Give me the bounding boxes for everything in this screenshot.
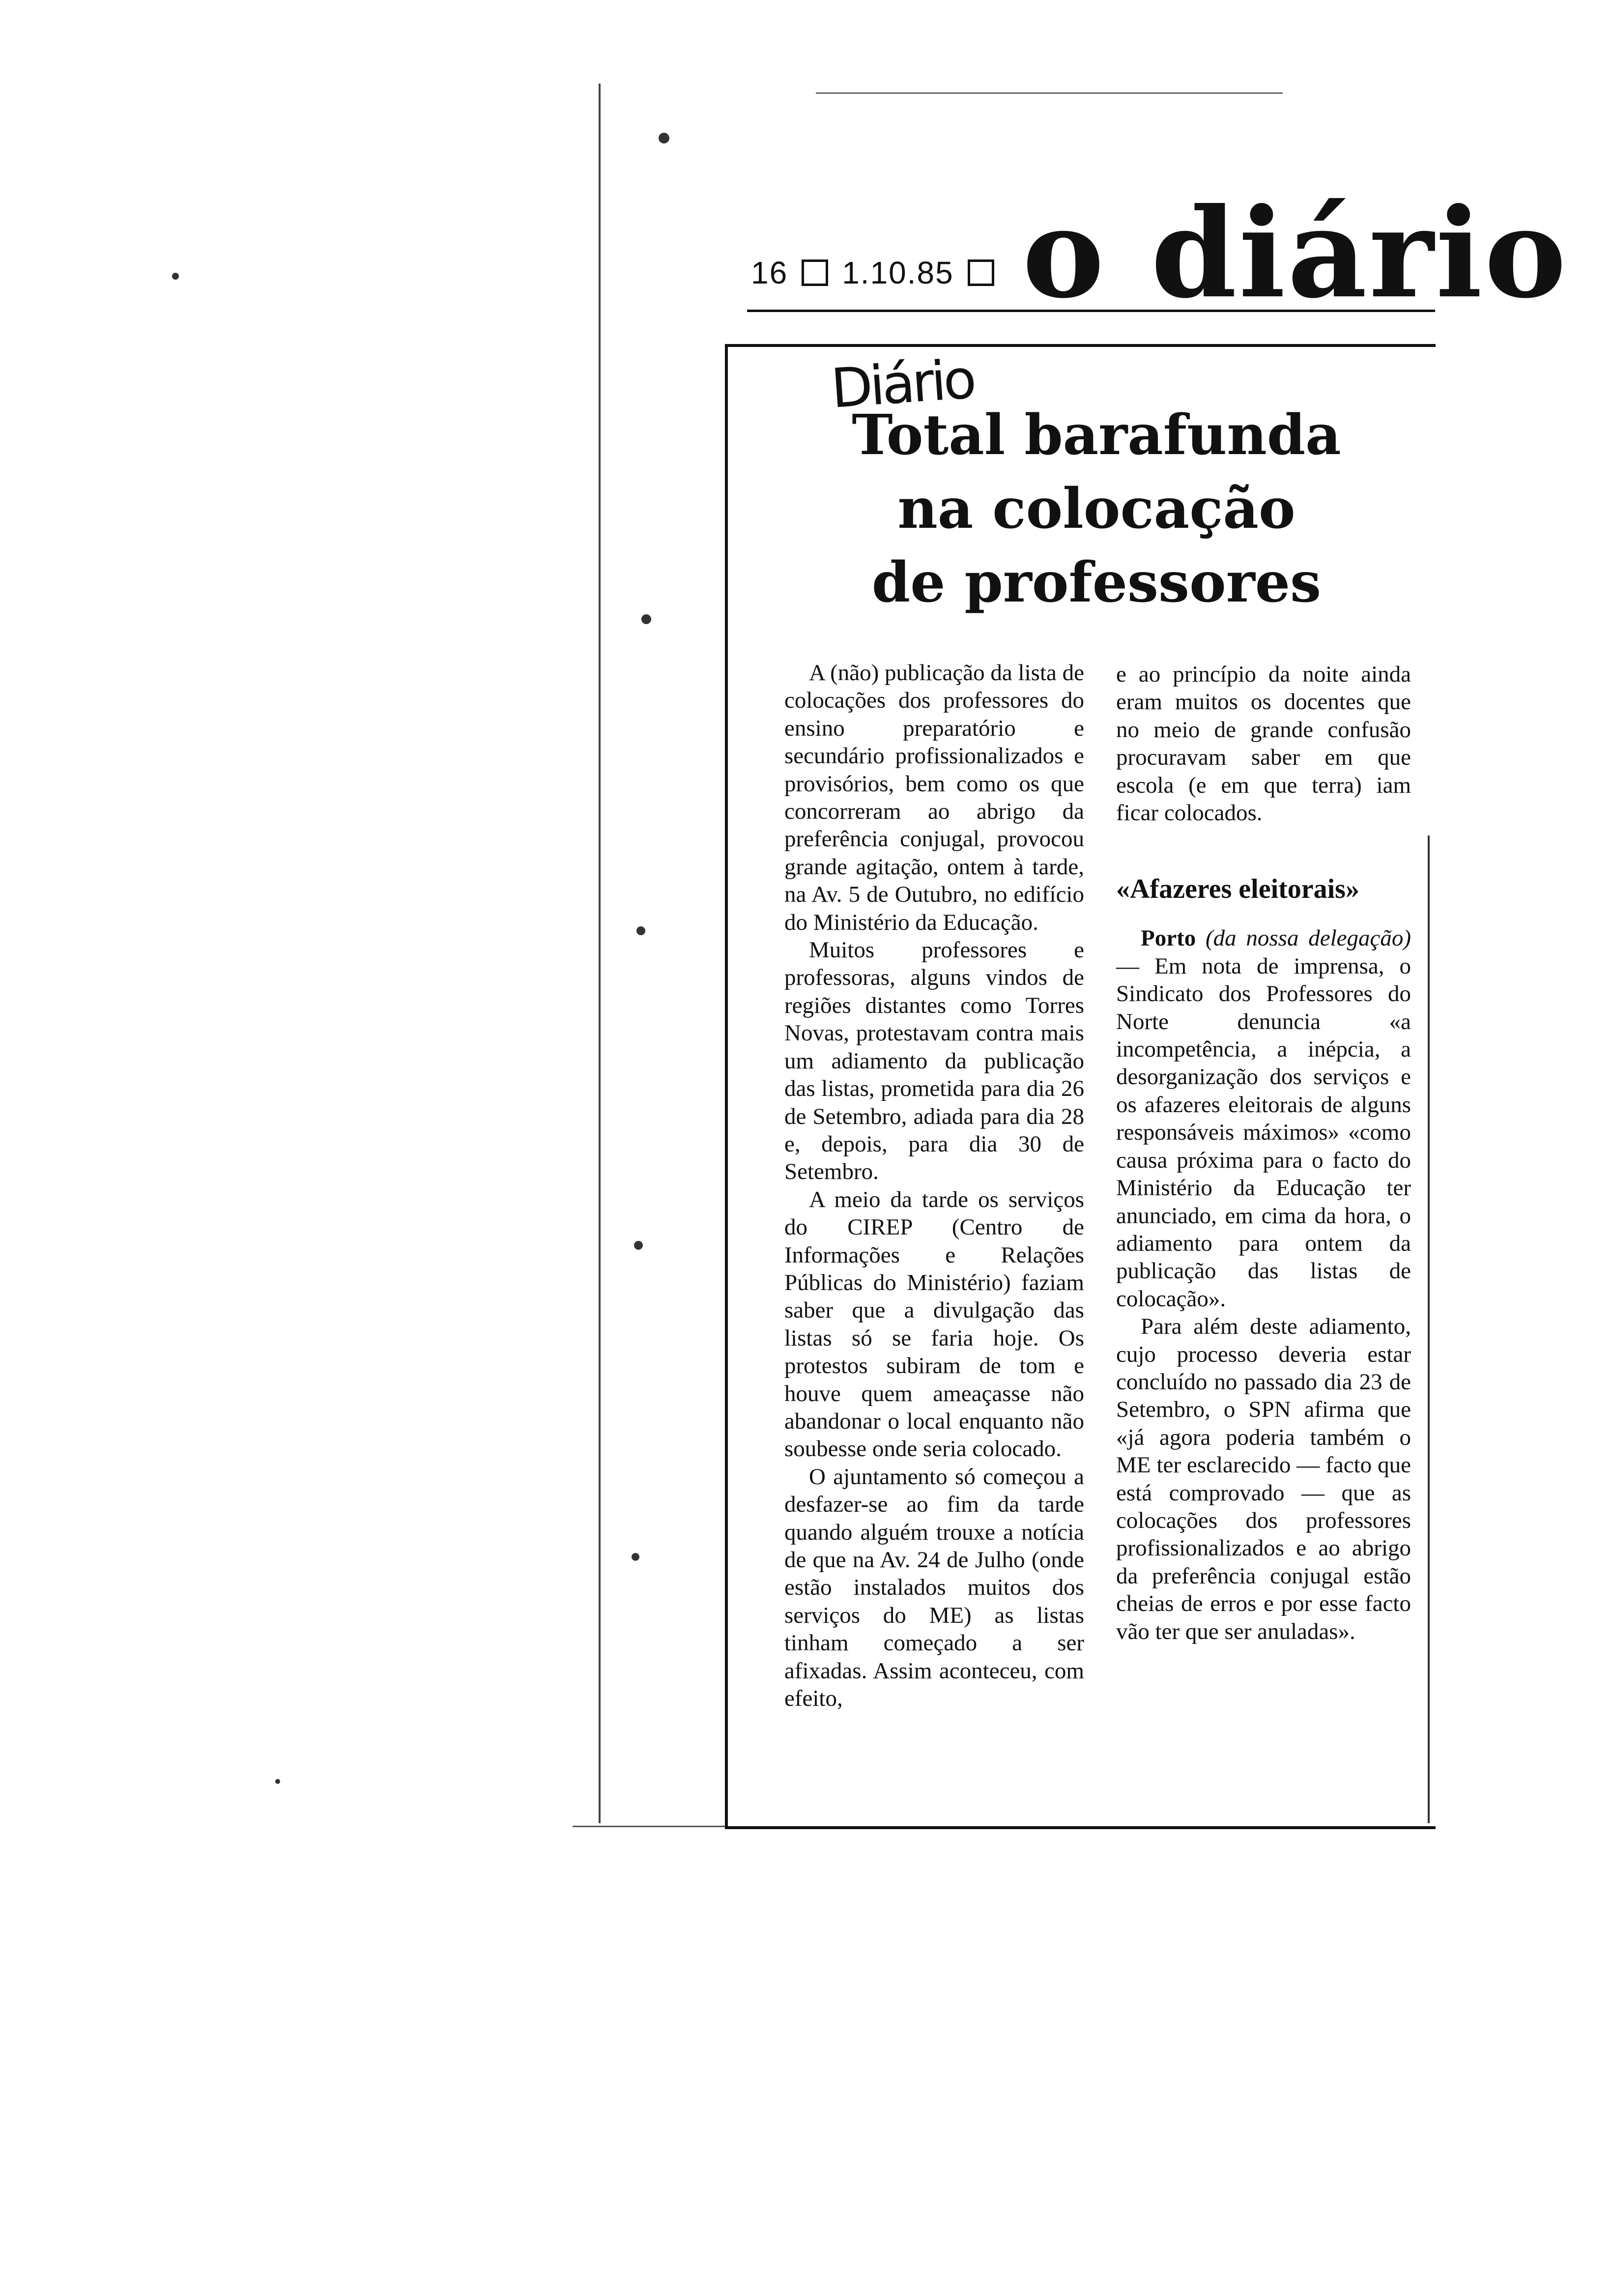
section-subhead: «Afazeres eleitorais» (1116, 874, 1359, 905)
dateline: Porto (1141, 925, 1196, 951)
speck (659, 133, 669, 144)
article-clipping (725, 344, 1436, 1829)
body-paragraph: A (não) publicação da lista de colocações dos professores do ensino preparatório e secundário profissionalizados e provisórios, bem como os que concorreram ao abrigo da preferência conjugal, provocou grande agitação, ontem à tarde, na Av. 5 de Outubro, no edifício do Ministério da Educação. (784, 660, 1084, 935)
speck (634, 1241, 643, 1250)
speck (275, 1779, 280, 1784)
paragraph-text: — Em nota de imprensa, o Sindicato dos Professores do Norte denuncia «a incompetência, a inépcia, a desorganização dos serviços e os afazeres eleitorais de alguns responsáveis máximos» «como causa próxima para o facto do Ministério da Educação ter anunciado, em cima da hora, o adiamento para ontem da publicação das listas de colocação». (1116, 953, 1411, 1312)
handwritten-note: Diário (829, 347, 976, 420)
speck (641, 614, 651, 624)
masthead (747, 181, 1568, 325)
headline-line: de professores (871, 550, 1322, 615)
body-paragraph: Muitos professores e professoras, alguns vindos de regiões distantes como Torres Novas, protestavam contra mais um adiamento da publicação das listas, prometida para dia 26 de Setembro, adiada para dia 28 e, depois, para dia 30 de Setembro. (784, 937, 1084, 1185)
issue-date: 1.10.85 (842, 255, 954, 290)
article-column-1 (784, 659, 1084, 1712)
headline-line: Total barafunda (852, 403, 1341, 467)
body-paragraph: A meio da tarde os serviços do CIREP (Centro de Informações e Relações Públicas do Ministério) faziam saber que a divulgação das listas só se faria hoje. Os protestos subiram de tom e houve quem ameaçasse não abandonar o local enquanto não soubesse onde seria colocado. (784, 1186, 1084, 1462)
body-paragraph: O ajuntamento só começou a desfazer-se ao fim da tarde quando alguém trouxe a notícia de que na Av. 24 de Julho (onde estão instalados muitos dos serviços do ME) as listas tinham começado a ser afixadas. Assim aconteceu, com efeito, (784, 1464, 1084, 1712)
page-number: 16 (751, 255, 788, 290)
top-dashed-rule (816, 92, 1283, 94)
headline-line: na colocação (897, 477, 1295, 541)
article-column-2 (1116, 660, 1411, 1645)
square-bullet-icon (802, 259, 828, 286)
body-paragraph: e ao princípio da noite ainda eram muitos os docentes que no meio de grande confusão procuravam saber em que escola (e em que terra) iam ficar colocados. (1116, 661, 1411, 826)
body-paragraph: Para além deste adiamento, cujo processo deveria estar concluído no passado dia 23 de Setembro, o SPN afirma que «já agora poderia também o ME ter esclarecido — facto que está comprovado — que as colocações dos professores profissionalizados e ao abrigo da preferência conjugal estão cheias de erros e por esse facto vão ter que ser anuladas». (1116, 1314, 1411, 1644)
dateline-source: (da nossa delegação) (1205, 925, 1411, 951)
speck (632, 1553, 639, 1561)
square-bullet-icon (968, 259, 994, 286)
body-paragraph (1116, 924, 1411, 1313)
scan-edge-line (599, 84, 601, 1823)
speck (636, 926, 645, 935)
page-meta (751, 255, 1008, 291)
newspaper-name: o diário (1022, 181, 1568, 325)
speck (172, 273, 179, 280)
article-headline (802, 399, 1391, 620)
bottom-rule (573, 1826, 725, 1827)
